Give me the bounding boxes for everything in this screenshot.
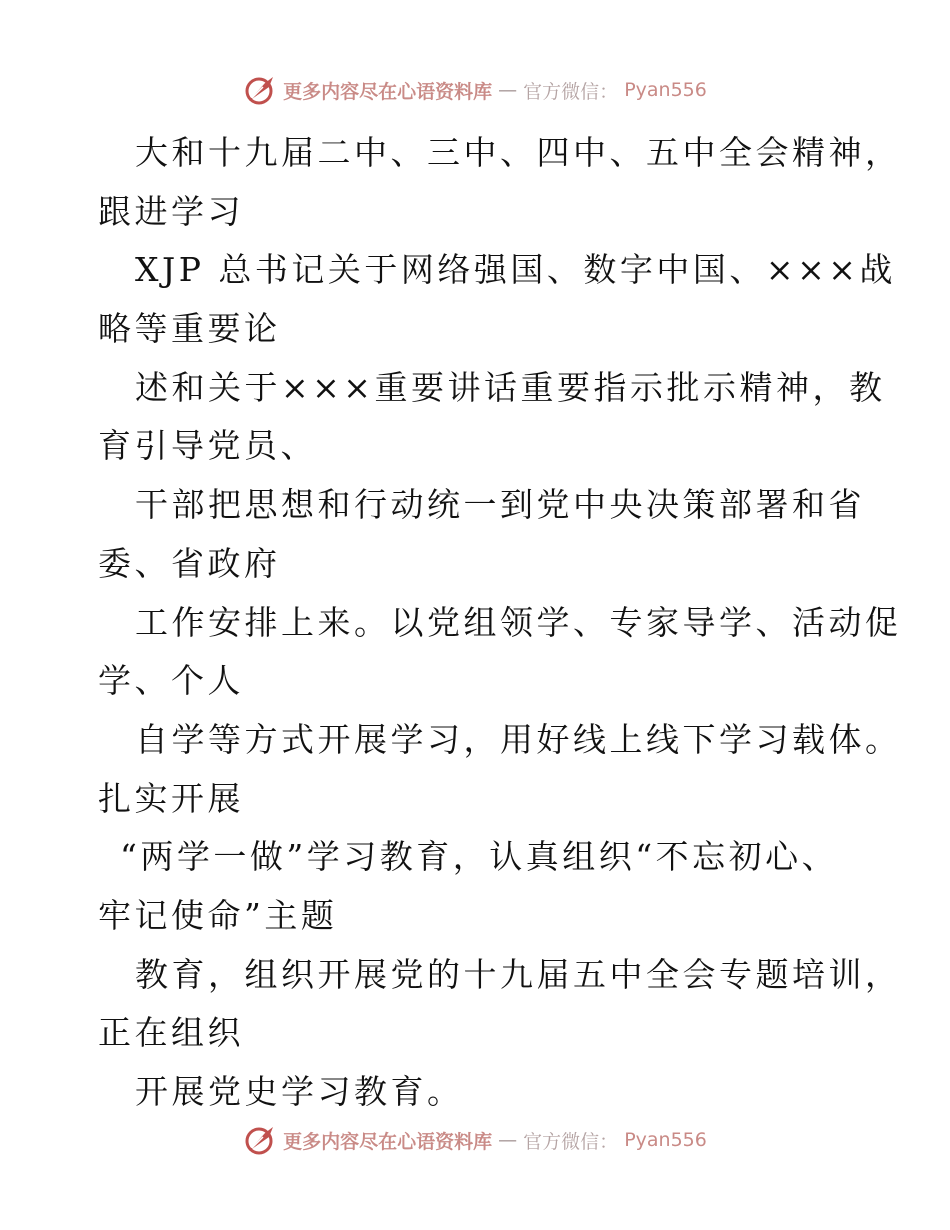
text-line: “两学一做”学习教育，认真组织“不忘初心、 xyxy=(120,837,839,877)
text-line: 述和关于×××重要讲话重要指示批示精神，教 xyxy=(135,367,886,407)
text-line: XJP 总书记关于网络强国、数字中国、×××战 xyxy=(135,250,896,290)
text-line: 牢记使命”主题 xyxy=(98,895,338,935)
quill-pen-icon xyxy=(243,1123,277,1157)
text-line: 学、个人 xyxy=(98,661,244,701)
watermark-site-text: 更多内容尽在心语资料库 xyxy=(283,1130,493,1153)
quill-pen-icon xyxy=(243,73,277,107)
text-line: 跟进学习 xyxy=(98,191,244,231)
document-body xyxy=(98,124,902,1122)
watermark-wechat-id: Pyan556 xyxy=(624,79,707,101)
footer-watermark xyxy=(0,1120,950,1160)
text-line: 自学等方式开展学习，用好线上线下学习载体。 xyxy=(135,719,902,759)
watermark-site-text: 更多内容尽在心语资料库 xyxy=(283,80,493,103)
text-line: 干部把思想和行动统一到党中央决策部署和省 xyxy=(135,485,865,525)
watermark-wechat-label: 官方微信： xyxy=(523,80,619,103)
text-line: 委、省政府 xyxy=(98,543,281,583)
text-line: 开展党史学习教育。 xyxy=(135,1072,464,1111)
header-watermark xyxy=(0,70,950,110)
text-line: 大和十九届二中、三中、四中、五中全会精神， xyxy=(135,133,902,172)
text-line: 育引导党员、 xyxy=(98,426,317,466)
text-line: 工作安排上来。以党组领学、专家导学、活动促 xyxy=(135,602,902,642)
watermark-separator: — xyxy=(498,1129,518,1151)
watermark-separator: — xyxy=(498,79,518,101)
text-line: 略等重要论 xyxy=(98,309,281,349)
text-line: 教育，组织开展党的十九届五中全会专题培训， xyxy=(135,954,902,994)
text-line: 正在组织 xyxy=(98,1013,244,1053)
text-line: 扎实开展 xyxy=(98,778,244,818)
watermark-wechat-label: 官方微信： xyxy=(523,1130,619,1153)
watermark-wechat-id: Pyan556 xyxy=(624,1129,707,1151)
